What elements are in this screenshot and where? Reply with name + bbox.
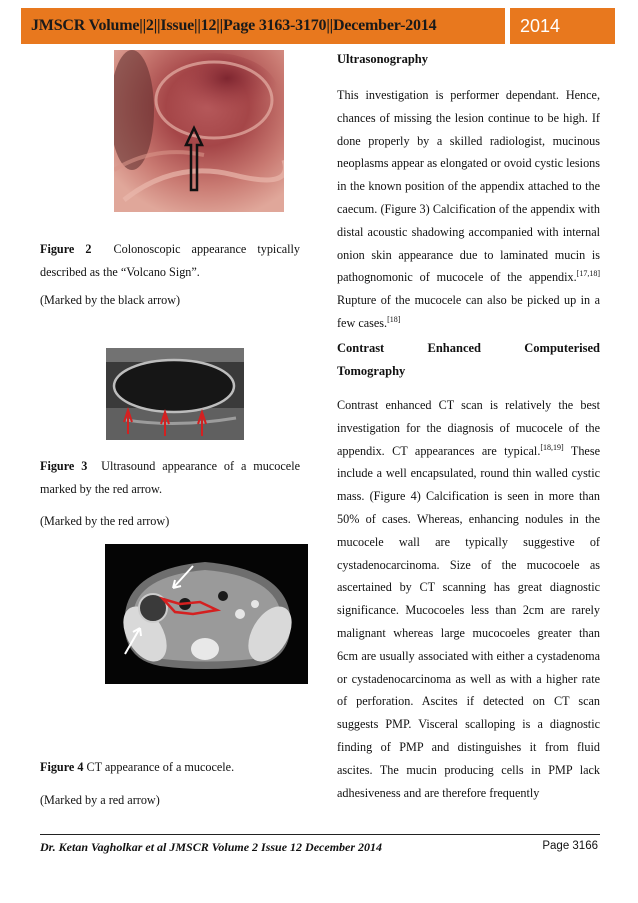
- ct-heading-word: Computerised: [524, 341, 600, 355]
- ct-heading-word: Enhanced: [427, 341, 481, 355]
- ct-heading-line2: Tomography: [337, 364, 406, 378]
- figure-4-ct-image: [105, 544, 308, 684]
- ultrasonography-text: Rupture of the mucocele can also be picked up in a few cases.: [337, 293, 600, 330]
- ultrasonography-heading: Ultrasonography: [337, 52, 428, 66]
- citation-ref: [18,19]: [540, 442, 564, 452]
- ct-heading: [337, 337, 600, 383]
- figure-3-note: (Marked by the red arrow): [40, 514, 170, 528]
- figure-3-label: Figure 3: [40, 459, 88, 473]
- figure-2-caption: [40, 238, 300, 284]
- figure-2-note: (Marked by the black arrow): [40, 293, 181, 307]
- figure-4-caption: [40, 756, 300, 779]
- ct-text: These include a well encapsulated, round thin walled cystic mass. (Figure 4) Calcification is seen in more than 50% of cases. Whereas, enhancing nodules in the mucocele wall are typically suggestive of cystadenocarcinoma. Size of the mucocoele as ascertained by CT scanning has great diagnostic significance. Mucocoeles less than 2cm are rarely malignant whereas large mucocoeles greater than 6cm are usually associated with either a cystadenoma or cystadenocarcinoma as well as with a higher rate of perforation. Ascites if detected on CT scan suggests PMP. Visceral scalloping is a diagnostic finding of PMP and distinguishes it from fluid ascites. The mucin producing cells in PMP lack adhesiveness and are therefore frequently: [337, 443, 600, 800]
- figure-4-note: (Marked by a red arrow): [40, 793, 160, 807]
- figure-2-colonoscopy-image: [114, 50, 284, 212]
- colonoscopy-photo: [114, 50, 284, 212]
- page-header: [21, 8, 615, 44]
- citation-ref: [18]: [387, 314, 401, 324]
- figure-4-label: Figure 4: [40, 760, 84, 774]
- footer-divider: [40, 834, 600, 835]
- footer-citation: Dr. Ketan Vagholkar et al JMSCR Volume 2 Issue 12 December 2014: [40, 840, 383, 854]
- ultrasonography-paragraph: [337, 84, 600, 335]
- ultrasonography-text: This investigation is performer dependant. Hence, chances of missing the lesion continue to be high. If done properly by a skilled radiologist, mucinous neoplasms appear as elongated or ovoid cystic lesions in the known position of the appendix attached to the caecum. (Figure 3) Calcification of the appendix with distal acoustic shadowing accompanied with internal onion skin appearance due to laminated mucin is pathognomonic of mucocele of the appendix.: [337, 88, 600, 285]
- figure-3-caption: [40, 455, 300, 501]
- figure-2-label: Figure 2: [40, 242, 92, 256]
- ct-paragraph: [337, 394, 600, 804]
- journal-title: JMSCR Volume||2||Issue||12||Page 3163-3170||December-2014: [21, 8, 505, 44]
- page-number: Page 3166: [542, 840, 598, 852]
- figure-3-ultrasound-image: [106, 348, 244, 440]
- figure-2-caption-text: Colonoscopic appearance typically described as the “Volcano Sign”.: [40, 242, 301, 279]
- ct-text: Contrast enhanced CT scan is relatively the best investigation for the diagnosis of mucocele of the appendix. CT appearances are typical.: [337, 398, 600, 458]
- ultrasound-photo: [106, 348, 244, 440]
- ct-heading-word: Contrast: [337, 341, 385, 355]
- ct-scan-photo: [105, 544, 308, 684]
- header-year: 2014: [510, 8, 615, 44]
- figure-4-caption-text: CT appearance of a mucocele.: [86, 760, 235, 774]
- citation-ref: [17,18]: [576, 269, 600, 279]
- figure-3-caption-text: Ultrasound appearance of a mucocele marked by the red arrow.: [40, 459, 300, 496]
